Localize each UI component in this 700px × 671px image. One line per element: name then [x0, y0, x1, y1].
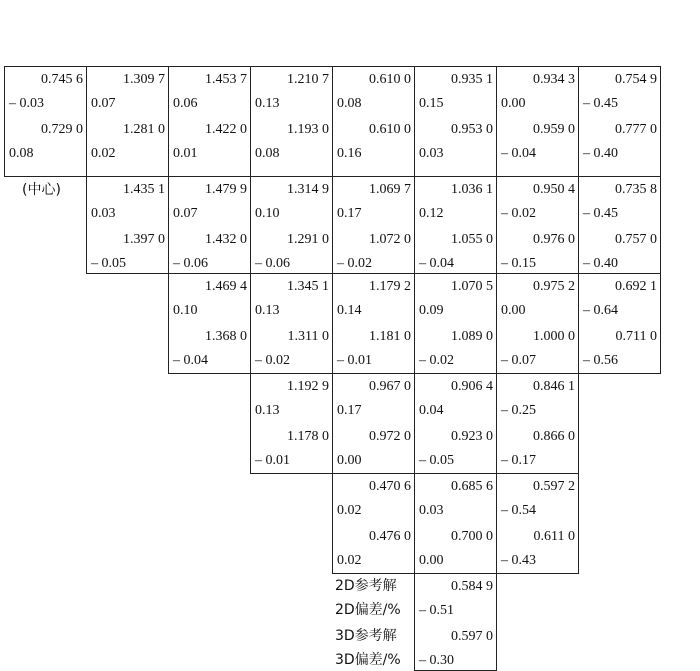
cell-dev3d: – 0.30 [419, 653, 454, 668]
cell-ref2d: 0.975 2 [533, 279, 575, 294]
legend-label-ref3d: 3D参考解 [335, 628, 397, 644]
table-cell [578, 176, 661, 274]
cell-ref3d: 1.089 0 [451, 329, 493, 344]
cell-dev3d: – 0.04 [501, 146, 536, 161]
cell-ref2d: 0.906 4 [451, 379, 493, 394]
cell-ref3d: 1.072 0 [369, 232, 411, 247]
cell-dev3d: – 0.02 [337, 256, 372, 271]
cell-ref3d: 0.597 0 [451, 629, 493, 644]
cell-dev3d: 0.01 [173, 146, 198, 161]
cell-dev3d: – 0.43 [501, 553, 536, 568]
cell-dev3d: – 0.06 [255, 256, 290, 271]
cell-dev3d: 0.08 [9, 146, 34, 161]
table-cell [496, 176, 579, 274]
cell-dev2d: – 0.25 [501, 403, 536, 418]
cell-dev3d: – 0.05 [419, 453, 454, 468]
cell-ref3d: 1.397 0 [123, 232, 165, 247]
cell-dev2d: 0.10 [255, 206, 280, 221]
cell-dev2d: 0.09 [419, 303, 444, 318]
legend-label-dev2d: 2D偏差/% [335, 602, 401, 618]
table-cell [4, 66, 87, 177]
cell-ref3d: 0.711 0 [615, 329, 657, 344]
cell-dev3d: – 0.02 [255, 353, 290, 368]
cell-ref3d: 0.923 0 [451, 429, 493, 444]
cell-ref3d: 0.700 0 [451, 529, 493, 544]
cell-dev2d: 0.00 [501, 96, 526, 111]
table-cell [168, 66, 251, 177]
table-cell [496, 273, 579, 374]
cell-ref3d: 0.757 0 [615, 232, 657, 247]
table-cell [578, 66, 661, 177]
table-cell [496, 473, 579, 574]
cell-ref3d: 1.422 0 [205, 122, 247, 137]
cell-ref3d: 0.777 0 [615, 122, 657, 137]
cell-ref2d: 0.692 1 [615, 279, 657, 294]
cell-dev2d: 0.03 [91, 206, 116, 221]
cell-ref2d: 1.210 7 [287, 72, 329, 87]
cell-dev3d: – 0.02 [419, 353, 454, 368]
cell-ref3d: 1.281 0 [123, 122, 165, 137]
cell-ref3d: 0.972 0 [369, 429, 411, 444]
cell-dev3d: – 0.05 [91, 256, 126, 271]
cell-ref3d: 1.193 0 [287, 122, 329, 137]
cell-dev2d: 0.08 [337, 96, 362, 111]
cell-ref3d: 1.000 0 [533, 329, 575, 344]
cell-ref2d: 0.934 3 [533, 72, 575, 87]
cell-dev3d: – 0.56 [583, 353, 618, 368]
cell-ref2d: 0.597 2 [533, 479, 575, 494]
cell-ref2d: 1.069 7 [369, 182, 411, 197]
cell-dev2d: 0.17 [337, 403, 362, 418]
cell-dev2d: – 0.45 [583, 206, 618, 221]
cell-dev2d: 0.06 [173, 96, 198, 111]
cell-dev2d: 0.13 [255, 96, 280, 111]
cell-ref2d: 1.179 2 [369, 279, 411, 294]
cell-ref3d: 1.178 0 [287, 429, 329, 444]
cell-ref3d: 0.959 0 [533, 122, 575, 137]
cell-dev2d: – 0.45 [583, 96, 618, 111]
cell-dev2d: 0.17 [337, 206, 362, 221]
cell-ref2d: 1.479 9 [205, 182, 247, 197]
cell-ref2d: 0.735 8 [615, 182, 657, 197]
cell-ref2d: 0.754 9 [615, 72, 657, 87]
cell-dev3d: – 0.04 [173, 353, 208, 368]
cell-ref2d: 0.935 1 [451, 72, 493, 87]
center-label: (中心) [22, 182, 61, 198]
table-cell [496, 373, 579, 474]
cell-ref2d: 0.967 0 [369, 379, 411, 394]
cell-dev2d: 0.02 [337, 503, 362, 518]
table-cell [250, 273, 333, 374]
cell-ref2d: 0.685 6 [451, 479, 493, 494]
cell-ref3d: 1.311 0 [287, 329, 329, 344]
cell-dev3d: – 0.06 [173, 256, 208, 271]
cell-ref2d: 1.435 1 [123, 182, 165, 197]
table-cell [332, 473, 415, 574]
cell-ref3d: 0.476 0 [369, 529, 411, 544]
table-cell [86, 66, 169, 177]
cell-ref3d: 0.976 0 [533, 232, 575, 247]
cell-dev2d: 0.13 [255, 303, 280, 318]
table-cell [168, 176, 251, 274]
table-cell [414, 66, 497, 177]
cell-ref3d: 1.181 0 [369, 329, 411, 344]
cell-ref3d: 1.432 0 [205, 232, 247, 247]
cell-ref3d: 1.291 0 [287, 232, 329, 247]
cell-dev2d: 0.07 [173, 206, 198, 221]
cell-ref3d: 1.368 0 [205, 329, 247, 344]
cell-dev2d: 0.10 [173, 303, 198, 318]
cell-dev3d: – 0.15 [501, 256, 536, 271]
cell-ref2d: 0.610 0 [369, 72, 411, 87]
cell-dev2d: – 0.54 [501, 503, 536, 518]
cell-dev2d: – 0.64 [583, 303, 618, 318]
cell-dev3d: – 0.40 [583, 146, 618, 161]
table-cell [332, 273, 415, 374]
cell-dev2d: 0.03 [419, 503, 444, 518]
table-cell [414, 473, 497, 574]
cell-ref2d: 0.470 6 [369, 479, 411, 494]
cell-dev3d: 0.08 [255, 146, 280, 161]
cell-ref2d: 0.745 6 [41, 72, 83, 87]
table-cell [414, 273, 497, 374]
cell-ref2d: 1.036 1 [451, 182, 493, 197]
legend-sample-cell [414, 573, 497, 671]
cell-dev2d: 0.04 [419, 403, 444, 418]
legend-label-ref2d: 2D参考解 [335, 578, 397, 594]
table-cell [496, 66, 579, 177]
cell-ref2d: 1.070 5 [451, 279, 493, 294]
cell-ref2d: 1.345 1 [287, 279, 329, 294]
cell-ref2d: 1.453 7 [205, 72, 247, 87]
cell-ref2d: 1.469 4 [205, 279, 247, 294]
table-cell [332, 373, 415, 474]
cell-dev2d: – 0.02 [501, 206, 536, 221]
cell-ref2d: 1.309 7 [123, 72, 165, 87]
cell-dev3d: 0.00 [419, 553, 444, 568]
cell-dev2d: 0.15 [419, 96, 444, 111]
cell-ref3d: 0.611 0 [533, 529, 575, 544]
cell-ref2d: 0.584 9 [451, 579, 493, 594]
cell-ref2d: 0.846 1 [533, 379, 575, 394]
cell-dev3d: 0.00 [337, 453, 362, 468]
cell-dev2d: – 0.51 [419, 603, 454, 618]
legend-label-dev3d: 3D偏差/% [335, 652, 401, 668]
table-cell [332, 176, 415, 274]
cell-ref3d: 0.953 0 [451, 122, 493, 137]
cell-dev3d: 0.16 [337, 146, 362, 161]
cell-dev2d: 0.13 [255, 403, 280, 418]
cell-dev3d: – 0.04 [419, 256, 454, 271]
cell-ref3d: 0.866 0 [533, 429, 575, 444]
cell-ref2d: 0.950 4 [533, 182, 575, 197]
table-cell [168, 273, 251, 374]
cell-dev3d: – 0.17 [501, 453, 536, 468]
cell-dev3d: 0.02 [91, 146, 116, 161]
table-cell [414, 176, 497, 274]
cell-ref3d: 1.055 0 [451, 232, 493, 247]
table-cell [250, 373, 333, 474]
cell-dev2d: – 0.03 [9, 96, 44, 111]
cell-dev2d: 0.12 [419, 206, 444, 221]
cell-dev3d: – 0.01 [255, 453, 290, 468]
cell-dev3d: 0.02 [337, 553, 362, 568]
cell-dev3d: – 0.01 [337, 353, 372, 368]
table-cell [332, 66, 415, 177]
table-cell [250, 176, 333, 274]
cell-dev3d: – 0.40 [583, 256, 618, 271]
table-cell [86, 176, 169, 274]
table-cell [250, 66, 333, 177]
cell-dev2d: 0.00 [501, 303, 526, 318]
table-cell [578, 273, 661, 374]
cell-dev2d: 0.07 [91, 96, 116, 111]
cell-dev2d: 0.14 [337, 303, 362, 318]
cell-dev3d: – 0.07 [501, 353, 536, 368]
cell-dev3d: 0.03 [419, 146, 444, 161]
cell-ref3d: 0.729 0 [41, 122, 83, 137]
cell-ref2d: 1.192 9 [287, 379, 329, 394]
table-cell [414, 373, 497, 474]
cell-ref3d: 0.610 0 [369, 122, 411, 137]
cell-ref2d: 1.314 9 [287, 182, 329, 197]
